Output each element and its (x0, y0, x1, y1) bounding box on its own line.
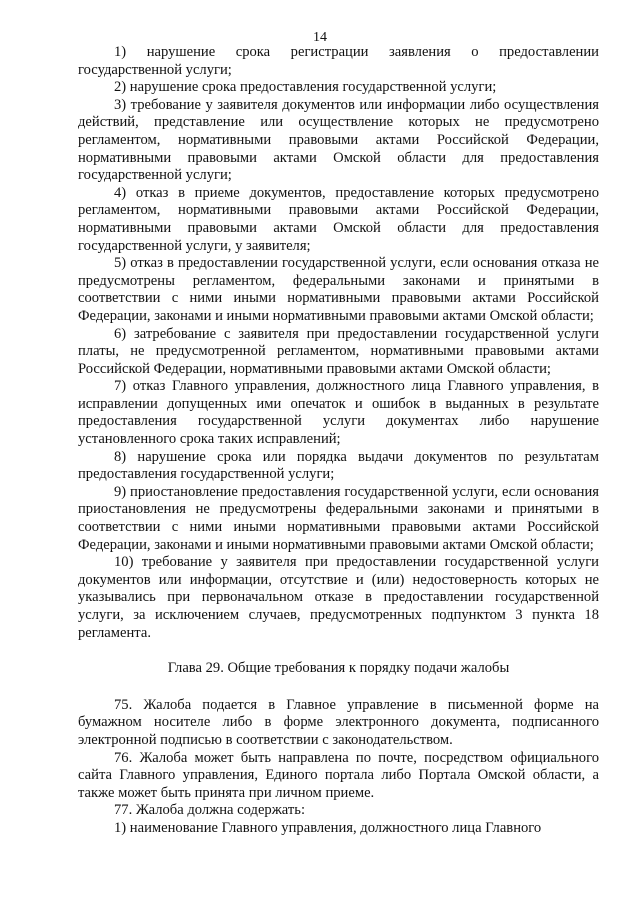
list-item-1: 1) нарушение срока регистрации заявления о предоставлении государственной услуги; (78, 44, 599, 78)
paragraph-77: 77. Жалоба должна содержать: (114, 802, 305, 819)
list-item-9: 9) приостановление предоставления государственной услуги, если основания приостановления не предусмотрены федеральными законами и принятыми в соответствии с ними иными нормативными правовыми актами Российской Федерации, законами и иными нормативными правовыми актами Омской области; (78, 483, 599, 553)
chapter-heading: Глава 29. Общие требования к порядку подачи жалобы (167, 660, 510, 677)
list-item-4: 4) отказ в приеме документов, предоставление которых предусмотрено регламентом, нормативными правовыми актами Российской Федерации, нормативными правовыми актами Омской области для предоставления государственной услуги, у заявителя; (78, 184, 599, 254)
document-body (78, 44, 599, 838)
list-item-7: 7) отказ Главного управления, должностного лица Главного управления, в исправлении допущенных ими опечаток и ошибок в выданных в результате предоставления государственной услуги документах либо нарушение установленного срока таких исправлений; (78, 378, 599, 448)
paragraph-76: 76. Жалоба может быть направлена по почте, посредством официального сайта Главного управления, Единого портала либо Портала Омской области, а также может быть принята при личном приеме. (78, 749, 599, 801)
page-number: 14 (313, 30, 327, 45)
list-item-6: 6) затребование с заявителя при предоставлении государственной услуги платы, не предусмотренной регламентом, нормативными правовыми актами Российской Федерации, нормативными правовыми актами Омской области; (78, 325, 599, 377)
paragraph-77-item-1: 1) наименование Главного управления, должностного лица Главного (114, 819, 542, 836)
list-item-3: 3) требование у заявителя документов или информации либо осуществления действий, представление или осуществление которых не предусмотрено регламентом, нормативными правовыми актами Российской Федерации, нормативными правовыми актами Омской области для предоставления государственной услуги; (78, 96, 599, 184)
list-item-8: 8) нарушение срока или порядка выдачи документов по результатам предоставления государственной услуги; (78, 448, 599, 483)
list-item-5: 5) отказ в предоставлении государственной услуги, если основания отказа не предусмотрены регламентом, федеральными законами и принятыми в соответствии с ними иными нормативными правовыми актами Российской Федерации, законами и иными нормативными правовыми актами Омской области; (78, 255, 599, 324)
list-item-2: 2) нарушение срока предоставления государственной услуги; (114, 79, 497, 96)
list-item-10: 10) требование у заявителя при предоставлении государственной услуги документов или информации, отсутствие и (или) недостоверность которых не указывались при первоначальном отказе в предоставлении государственной услуги, за исключением случаев, предусмотренных подпунктом 3 пункта 18 регламента. (78, 554, 599, 641)
paragraph-75: 75. Жалоба подается в Главное управление в письменной форме на бумажном носителе либо в форме электронного документа, подписанного электронной подписью в соответствии с законодательством. (78, 696, 599, 748)
